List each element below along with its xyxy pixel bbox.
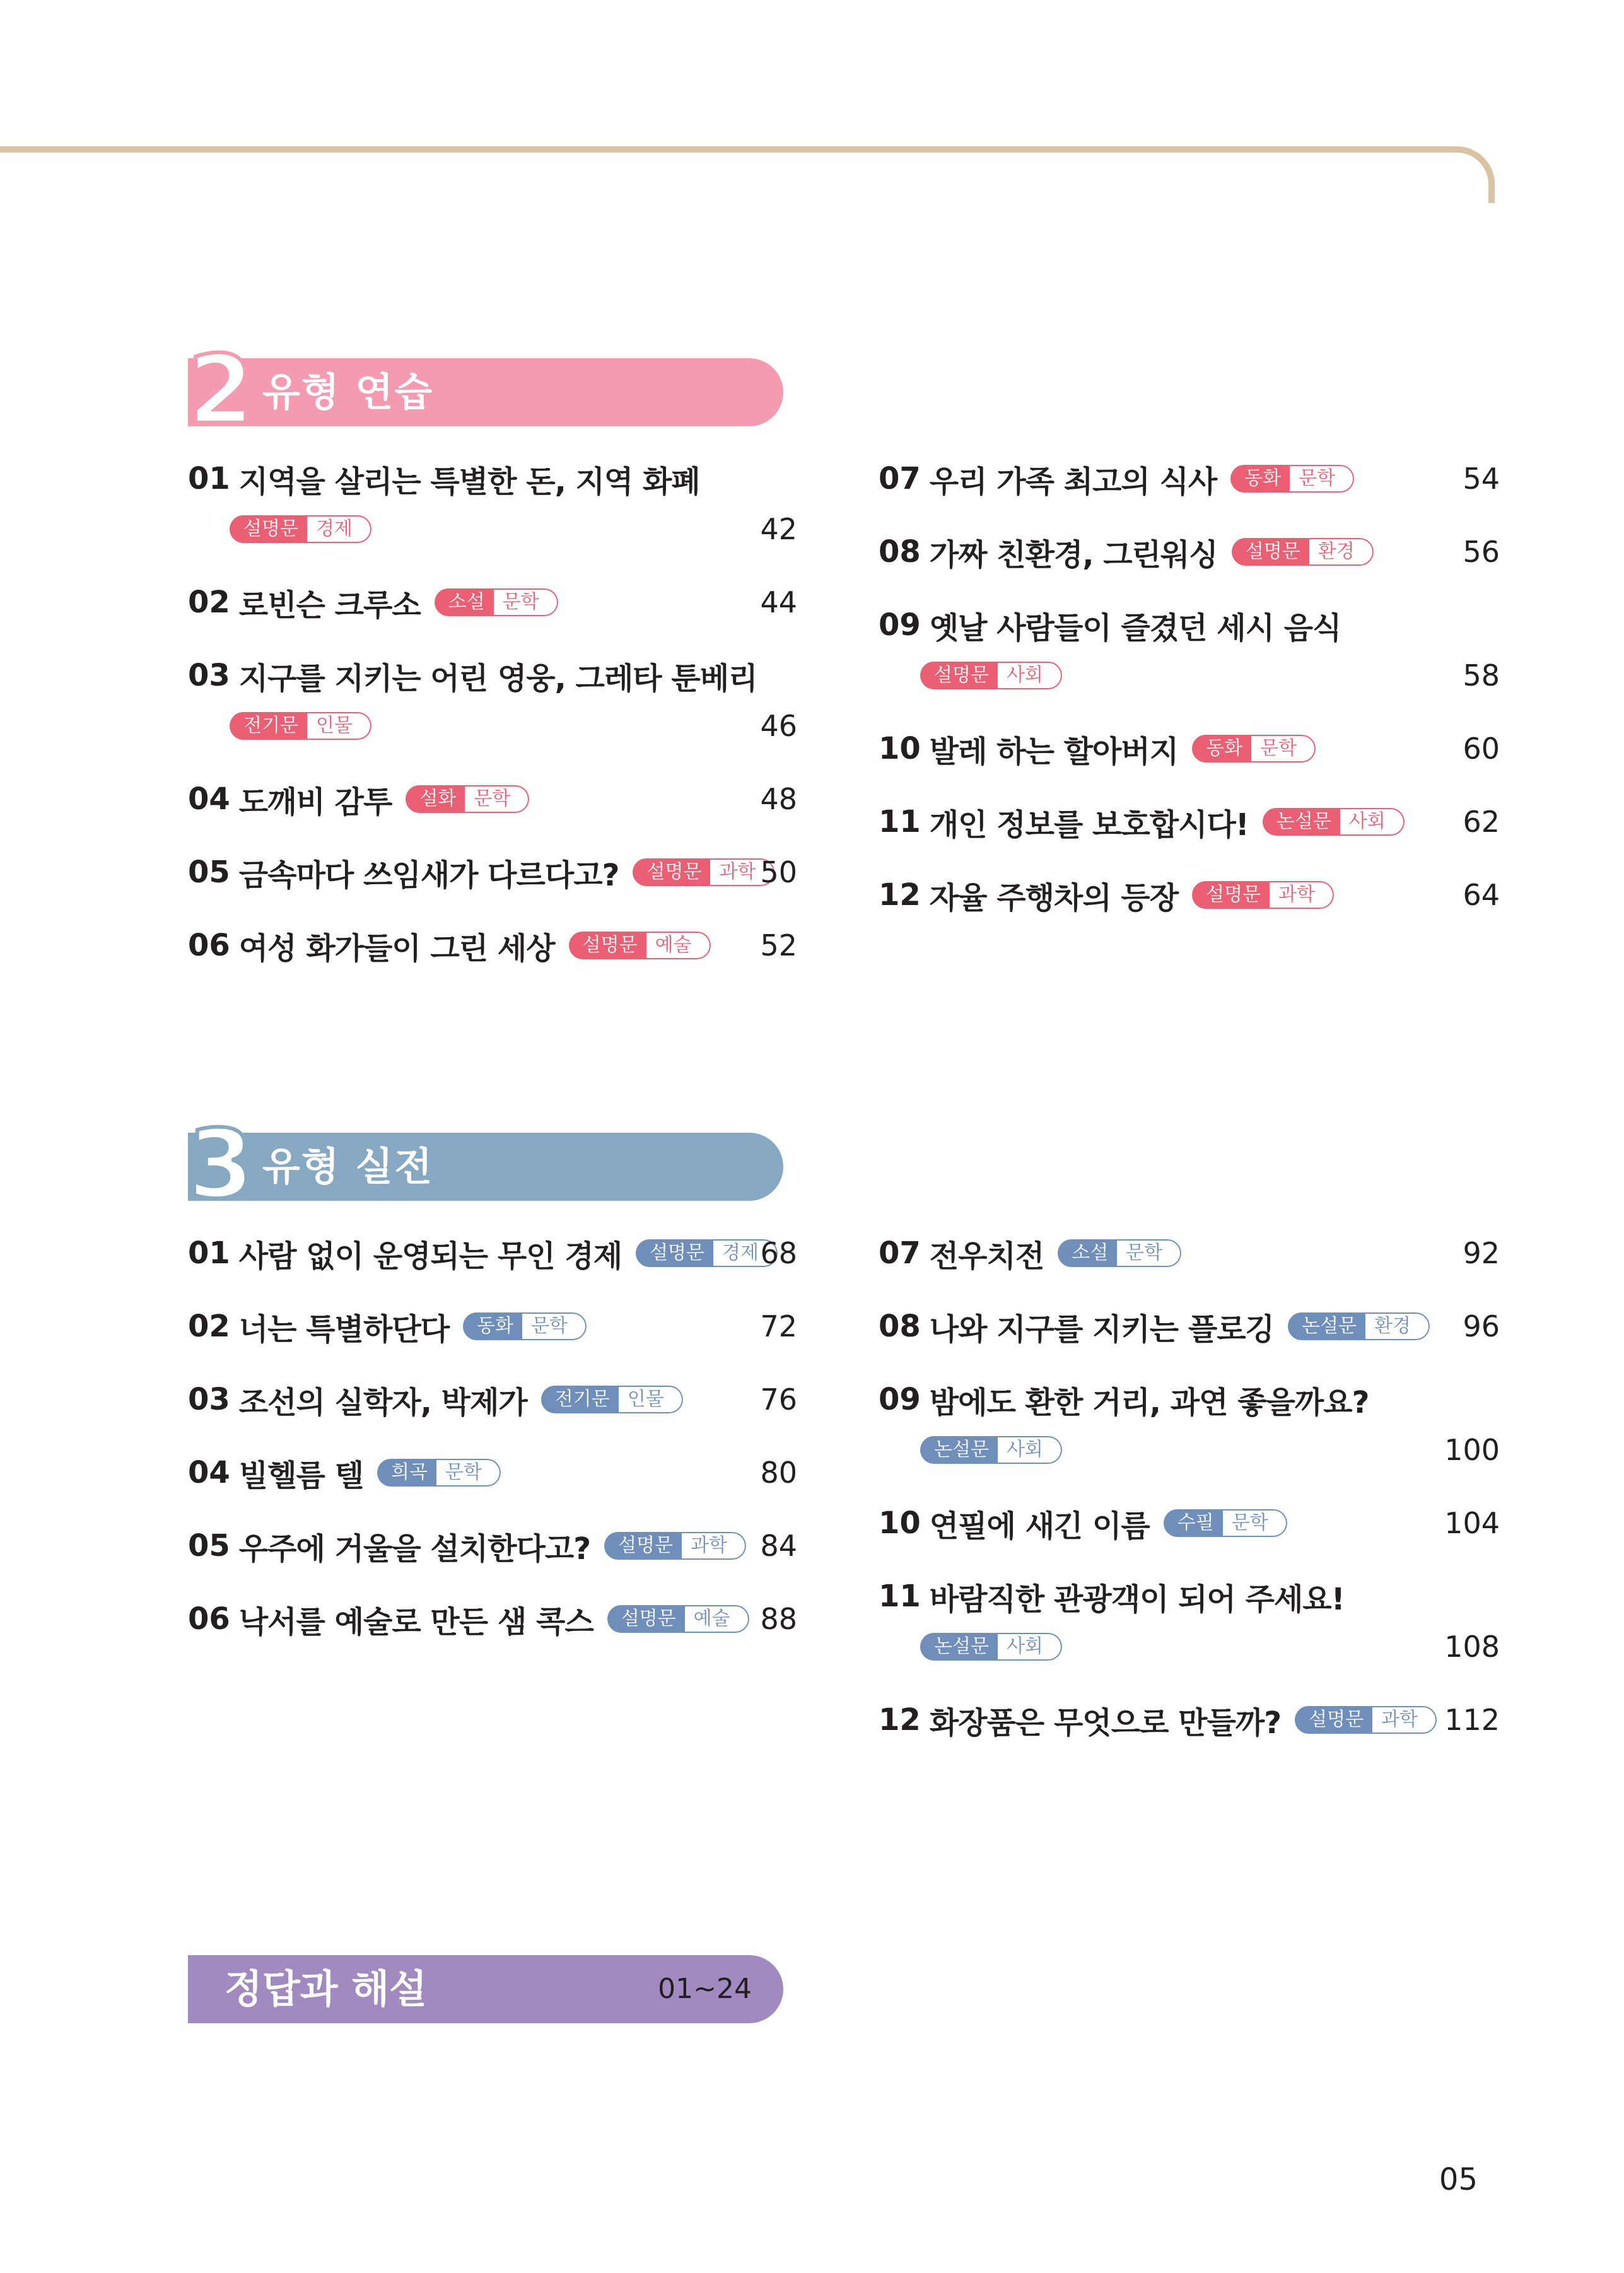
genre-tag [920, 662, 1062, 689]
answers-banner[interactable] [188, 1955, 783, 2023]
section-2-banner [188, 336, 783, 445]
genre-tag-subject: 문학 [1290, 465, 1354, 493]
toc-entry-title: 개인 정보를 보호합시다! [929, 807, 1249, 843]
toc-entry-number: 10 [879, 1505, 921, 1541]
toc-entry-number: 03 [188, 658, 230, 693]
toc-entry-line [879, 1578, 1500, 1615]
toc-entry-line [879, 534, 1500, 573]
genre-tag-type: 수필 [1164, 1509, 1223, 1537]
toc-entry-title: 사람 없이 운영되는 무인 경제 [238, 1238, 622, 1274]
toc-entry-page: 104 [1444, 1506, 1500, 1540]
toc-entry-subline [879, 1628, 1500, 1665]
genre-tag-subject: 과학 [682, 1532, 746, 1560]
toc-entry-line [879, 877, 1500, 916]
genre-tag-type: 설명문 [920, 662, 998, 689]
toc-entry[interactable] [188, 657, 797, 744]
section-3-title: 유형 실전 [262, 1143, 434, 1189]
genre-tag [607, 1605, 749, 1633]
genre-tag [569, 932, 711, 959]
toc-entry[interactable] [879, 803, 1500, 843]
genre-tag-type: 전기문 [230, 712, 307, 740]
genre-tag-subject: 과학 [710, 858, 774, 886]
section-3-number: 3 [188, 1110, 254, 1220]
toc-entry-title: 우주에 거울을 설치한다고? [238, 1531, 591, 1567]
genre-tag-subject: 문학 [1251, 735, 1316, 763]
toc-entry-title: 가짜 친환경, 그린워싱 [929, 537, 1218, 573]
genre-tag-subject: 문학 [494, 588, 558, 616]
toc-entry[interactable] [879, 607, 1500, 694]
toc-entry-title: 여성 화가들이 그린 세상 [238, 930, 555, 966]
toc-entry-title: 발레 하는 할아버지 [929, 733, 1179, 769]
genre-tag [435, 588, 558, 616]
toc-entry-title: 너는 특별하단다 [238, 1311, 450, 1347]
genre-tag [1230, 465, 1354, 493]
genre-tag-subject: 문학 [1223, 1509, 1287, 1537]
genre-tag [1192, 735, 1316, 763]
toc-entry-line [188, 584, 797, 621]
toc-entry-number: 12 [879, 1702, 921, 1738]
toc-entry-number: 06 [188, 928, 230, 963]
toc-entry-page: 64 [1463, 878, 1500, 912]
toc-entry-number: 11 [879, 1579, 921, 1614]
genre-tag-subject: 문학 [465, 785, 529, 813]
toc-entry-page: 112 [1444, 1703, 1500, 1737]
genre-tag-type: 논설문 [920, 1633, 998, 1661]
toc-entry-subline [879, 1432, 1500, 1468]
toc-entry-subline [188, 511, 797, 547]
toc-entry[interactable] [879, 1702, 1500, 1741]
genre-tag [1288, 1312, 1430, 1340]
genre-tag-subject: 문학 [522, 1312, 587, 1340]
genre-tag [1164, 1509, 1287, 1537]
answers-title: 정답과 해설 [225, 1966, 428, 2012]
toc-entry-title: 우리 가족 최고의 식사 [929, 464, 1217, 500]
toc-entry[interactable] [879, 460, 1500, 500]
toc-entry-page: 76 [760, 1382, 797, 1417]
toc-entry-title: 지역을 살리는 특별한 돈, 지역 화폐 [238, 464, 700, 500]
genre-tag [406, 785, 529, 813]
toc-entry-line [188, 460, 797, 500]
toc-entry-page: 54 [1463, 462, 1500, 496]
toc-entry-title: 밤에도 환한 거리, 과연 좋을까요? [929, 1384, 1369, 1420]
toc-entry-page: 50 [760, 855, 797, 889]
toc-entry-line [879, 1235, 1500, 1274]
toc-entry-page: 62 [1463, 805, 1500, 839]
genre-tag-type: 논설문 [1288, 1312, 1365, 1340]
toc-entry-number: 10 [879, 731, 921, 766]
toc-entry[interactable] [879, 1308, 1500, 1345]
toc-entry-number: 09 [879, 1382, 921, 1417]
genre-tag [230, 515, 371, 543]
toc-entry-title: 옛날 사람들이 즐겼던 세시 음식 [929, 610, 1341, 646]
genre-tag-type: 설명문 [1295, 1706, 1372, 1734]
toc-entry-line [879, 1702, 1500, 1741]
toc-entry-page: 68 [760, 1236, 797, 1270]
genre-tag [633, 858, 774, 886]
genre-tag-subject: 예술 [646, 932, 711, 959]
genre-tag [1192, 881, 1334, 909]
toc-entry-title: 자율 주행차의 등장 [929, 880, 1179, 916]
toc-entry-line [879, 803, 1500, 843]
toc-entry-subline [188, 708, 797, 744]
toc-entry-title: 조선의 실학자, 박제가 [238, 1384, 527, 1420]
toc-entry-line [188, 1381, 797, 1418]
toc-entry[interactable] [188, 781, 797, 820]
toc-entry-page: 46 [760, 709, 797, 743]
toc-entry-page: 88 [760, 1602, 797, 1636]
toc-entry-title: 로빈슨 크루소 [238, 587, 421, 623]
toc-entry-page: 56 [1463, 535, 1500, 569]
toc-entry-subline [879, 657, 1500, 694]
toc-entry-number: 01 [188, 461, 230, 496]
toc-entry-page: 48 [760, 782, 797, 816]
genre-tag-subject: 사회 [998, 662, 1062, 689]
genre-tag-subject: 사회 [998, 1436, 1062, 1464]
toc-entry[interactable] [879, 534, 1500, 573]
genre-tag-type: 설명문 [230, 515, 307, 543]
toc-entry-line [188, 1308, 797, 1345]
genre-tag [920, 1436, 1062, 1464]
genre-tag-subject: 과학 [1270, 881, 1334, 909]
genre-tag-subject: 과학 [1372, 1706, 1437, 1734]
toc-entry-title: 낙서를 예술로 만든 샘 콕스 [238, 1604, 593, 1640]
toc-entry-number: 02 [188, 585, 230, 620]
toc-entry[interactable] [879, 1381, 1500, 1468]
genre-tag-subject: 경제 [713, 1239, 778, 1267]
genre-tag [1263, 808, 1405, 836]
toc-entry[interactable] [188, 584, 797, 621]
genre-tag-type: 설명문 [633, 858, 710, 886]
toc-entry-page: 100 [1444, 1433, 1500, 1467]
toc-entry-line [188, 1601, 797, 1640]
genre-tag-subject: 예술 [685, 1605, 749, 1633]
toc-entry-page: 52 [760, 928, 797, 962]
genre-tag [604, 1532, 746, 1560]
toc-entry-page: 84 [760, 1529, 797, 1563]
toc-entry-line [879, 1308, 1500, 1345]
genre-tag-subject: 환경 [1365, 1312, 1430, 1340]
toc-entry-line [188, 657, 797, 694]
genre-tag [230, 712, 371, 740]
genre-tag-type: 동화 [463, 1312, 522, 1340]
genre-tag [1295, 1706, 1437, 1734]
toc-entry[interactable] [188, 460, 797, 547]
genre-tag-type: 설명문 [636, 1239, 713, 1267]
toc-entry[interactable] [879, 1235, 1500, 1274]
toc-entry[interactable] [879, 730, 1500, 767]
toc-entry-line [188, 854, 797, 891]
toc-entry-title: 지구를 지키는 어린 영웅, 그레타 툰베리 [238, 660, 757, 696]
toc-entry-number: 01 [188, 1236, 230, 1271]
toc-entry-title: 빌헬름 텔 [238, 1458, 363, 1493]
toc-entry-title: 금속마다 쓰임새가 다르다고? [238, 857, 619, 893]
toc-entry[interactable] [879, 1578, 1500, 1665]
toc-entry-number: 09 [879, 607, 921, 643]
genre-tag [1058, 1239, 1181, 1267]
toc-entry[interactable] [879, 877, 1500, 916]
toc-entry-line [188, 1528, 797, 1567]
genre-tag-subject: 경제 [307, 515, 371, 543]
genre-tag [541, 1386, 683, 1413]
genre-tag [1232, 538, 1374, 566]
genre-tag-type: 희곡 [377, 1459, 436, 1487]
section-2-number: 2 [188, 336, 254, 445]
toc-entry-page: 42 [760, 512, 797, 546]
toc-entry-title: 연필에 새긴 이름 [929, 1508, 1150, 1544]
section-2-title: 유형 연습 [262, 369, 434, 415]
toc-entry-number: 11 [879, 804, 921, 839]
top-decorative-line [0, 146, 1495, 203]
toc-entry-page: 60 [1463, 732, 1500, 766]
toc-entry[interactable] [879, 1505, 1500, 1544]
page-number: 05 [1439, 2162, 1478, 2197]
genre-tag-type: 전기문 [541, 1386, 619, 1413]
toc-entry-line [879, 730, 1500, 767]
genre-tag-type: 논설문 [920, 1436, 998, 1464]
genre-tag-type: 설화 [406, 785, 465, 813]
genre-tag-subject: 사회 [998, 1633, 1062, 1661]
genre-tag-subject: 문학 [1117, 1239, 1181, 1267]
toc-entry-line [188, 1454, 797, 1491]
section-3-banner [188, 1110, 783, 1220]
toc-entry-line [188, 1235, 797, 1274]
toc-entry-page: 92 [1463, 1236, 1500, 1270]
toc-entry-number: 08 [879, 1309, 921, 1344]
toc-entry-page: 58 [1463, 658, 1500, 692]
toc-entry-title: 바람직한 관광객이 되어 주세요! [929, 1581, 1345, 1617]
toc-entry-page: 44 [760, 585, 797, 619]
genre-tag [377, 1459, 501, 1487]
toc-entry-line [188, 927, 797, 964]
toc-entry-page: 80 [760, 1456, 797, 1490]
genre-tag-subject: 인물 [307, 712, 371, 740]
genre-tag-type: 설명문 [569, 932, 646, 959]
toc-entry-line [188, 781, 797, 820]
genre-tag [463, 1312, 587, 1340]
toc-entry-number: 05 [188, 1528, 230, 1563]
genre-tag [920, 1633, 1062, 1661]
toc-entry-title: 도깨비 감투 [238, 784, 392, 820]
genre-tag-type: 소설 [435, 588, 494, 616]
toc-entry-number: 04 [188, 781, 230, 817]
toc-entry-title: 전우치전 [929, 1238, 1044, 1274]
toc-entry[interactable] [188, 1528, 797, 1567]
toc-entry-number: 02 [188, 1309, 230, 1344]
toc-entry[interactable] [188, 854, 797, 891]
toc-entry[interactable] [188, 1601, 797, 1640]
toc-entry-page: 108 [1444, 1630, 1500, 1664]
genre-tag-type: 설명문 [1192, 881, 1270, 909]
toc-entry-line [879, 607, 1500, 646]
toc-entry-number: 07 [879, 1236, 921, 1271]
genre-tag [636, 1239, 778, 1267]
toc-entry-line [879, 460, 1500, 500]
genre-tag-type: 논설문 [1263, 808, 1340, 836]
toc-entry-number: 03 [188, 1382, 230, 1417]
genre-tag-type: 설명문 [607, 1605, 685, 1633]
toc-entry-line [879, 1381, 1500, 1418]
toc-entry-number: 08 [879, 534, 921, 570]
toc-entry[interactable] [188, 927, 797, 964]
toc-entry-number: 04 [188, 1455, 230, 1490]
genre-tag-subject: 환경 [1309, 538, 1374, 566]
genre-tag-type: 설명문 [1232, 538, 1309, 566]
answers-page-range: 01~24 [658, 1973, 752, 2005]
toc-entry-page: 96 [1463, 1309, 1500, 1343]
genre-tag-subject: 인물 [619, 1386, 683, 1413]
genre-tag-subject: 문학 [436, 1459, 501, 1487]
toc-entry[interactable] [188, 1454, 797, 1491]
genre-tag-type: 소설 [1058, 1239, 1117, 1267]
toc-entry-number: 05 [188, 855, 230, 890]
toc-entry-number: 07 [879, 461, 921, 496]
toc-entry-number: 12 [879, 877, 921, 913]
genre-tag-type: 설명문 [604, 1532, 682, 1560]
toc-entry-line [879, 1505, 1500, 1544]
toc-entry-number: 06 [188, 1601, 230, 1637]
genre-tag-type: 동화 [1192, 735, 1251, 763]
toc-entry-title: 화장품은 무엇으로 만들까? [929, 1705, 1282, 1741]
toc-entry[interactable] [188, 1308, 797, 1345]
genre-tag-subject: 사회 [1340, 808, 1405, 836]
toc-entry[interactable] [188, 1381, 797, 1418]
genre-tag-type: 동화 [1230, 465, 1290, 493]
toc-entry[interactable] [188, 1235, 797, 1274]
toc-entry-page: 72 [760, 1309, 797, 1343]
toc-entry-title: 나와 지구를 지키는 플로깅 [929, 1311, 1274, 1347]
